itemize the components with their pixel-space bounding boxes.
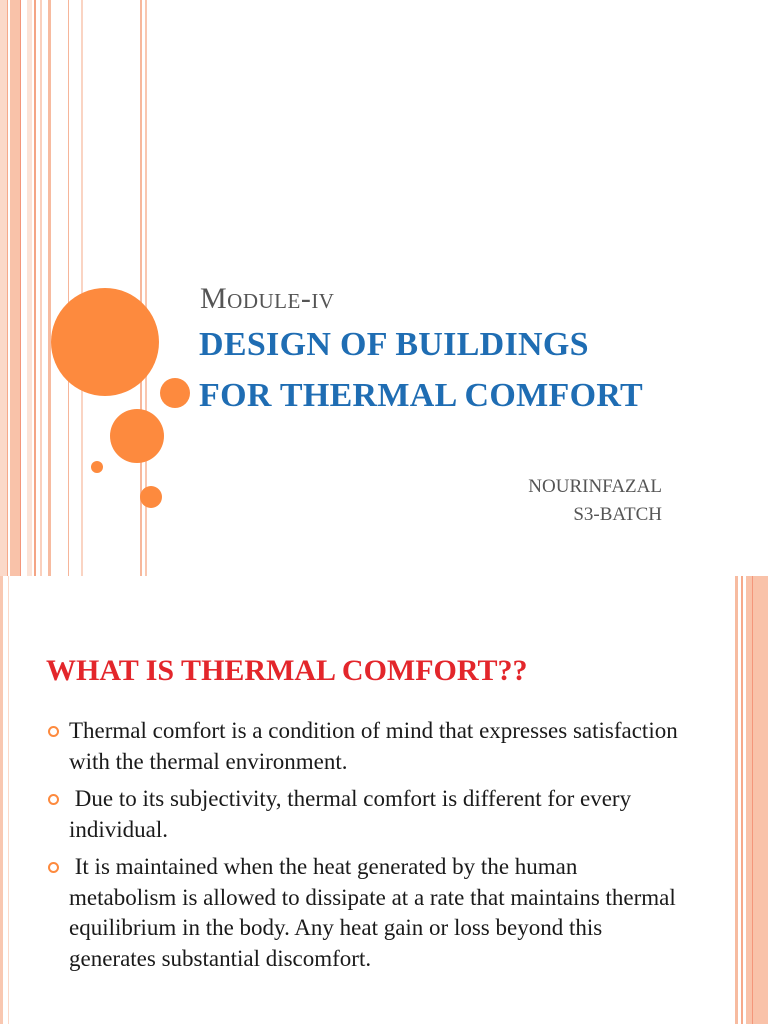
small-orange-circle xyxy=(140,486,162,508)
slide-title-line-2: FOR THERMAL COMFORT xyxy=(199,377,643,414)
bullet-text: Due to its subjectivity, thermal comfort is different for every individual. xyxy=(69,786,637,842)
right-edge-stripe-2 xyxy=(741,576,743,1024)
list-item xyxy=(46,852,686,974)
bullet-circle-icon xyxy=(48,726,59,737)
bullet-list xyxy=(46,716,686,981)
right-edge-line xyxy=(752,576,753,1024)
right-edge-band xyxy=(746,576,768,1024)
left-edge-stripe-2 xyxy=(8,576,9,1024)
batch-label: S3-BATCH xyxy=(573,504,662,525)
list-item xyxy=(46,716,686,777)
bullet-text: Thermal comfort is a condition of mind that expresses satisfaction with the thermal environment. xyxy=(69,718,678,774)
bullet-circle-icon xyxy=(48,794,59,805)
bullet-text: It is maintained when the heat generated by the human metabolism is allowed to dissipate at a rate that maintains thermal equilibrium in the body. Any heat gain or loss beyond this generates substantial discomfort. xyxy=(69,854,682,971)
list-item xyxy=(46,784,686,845)
orange-circle xyxy=(110,409,164,463)
bullet-circle-icon xyxy=(48,862,59,873)
left-edge-stripe xyxy=(0,576,3,1024)
content-slide xyxy=(0,576,768,1024)
medium-orange-circle xyxy=(160,378,190,408)
slide-heading: WHAT IS THERMAL COMFORT?? xyxy=(46,654,528,687)
large-orange-circle xyxy=(51,288,159,396)
right-edge-stripe xyxy=(735,576,738,1024)
decorative-stripes xyxy=(0,0,150,576)
author-name: NOURINFAZAL xyxy=(528,476,662,497)
tiny-orange-circle xyxy=(91,461,103,473)
slide-title-line-1: DESIGN OF BUILDINGS xyxy=(199,326,589,363)
module-label: Module-iv xyxy=(200,282,335,315)
